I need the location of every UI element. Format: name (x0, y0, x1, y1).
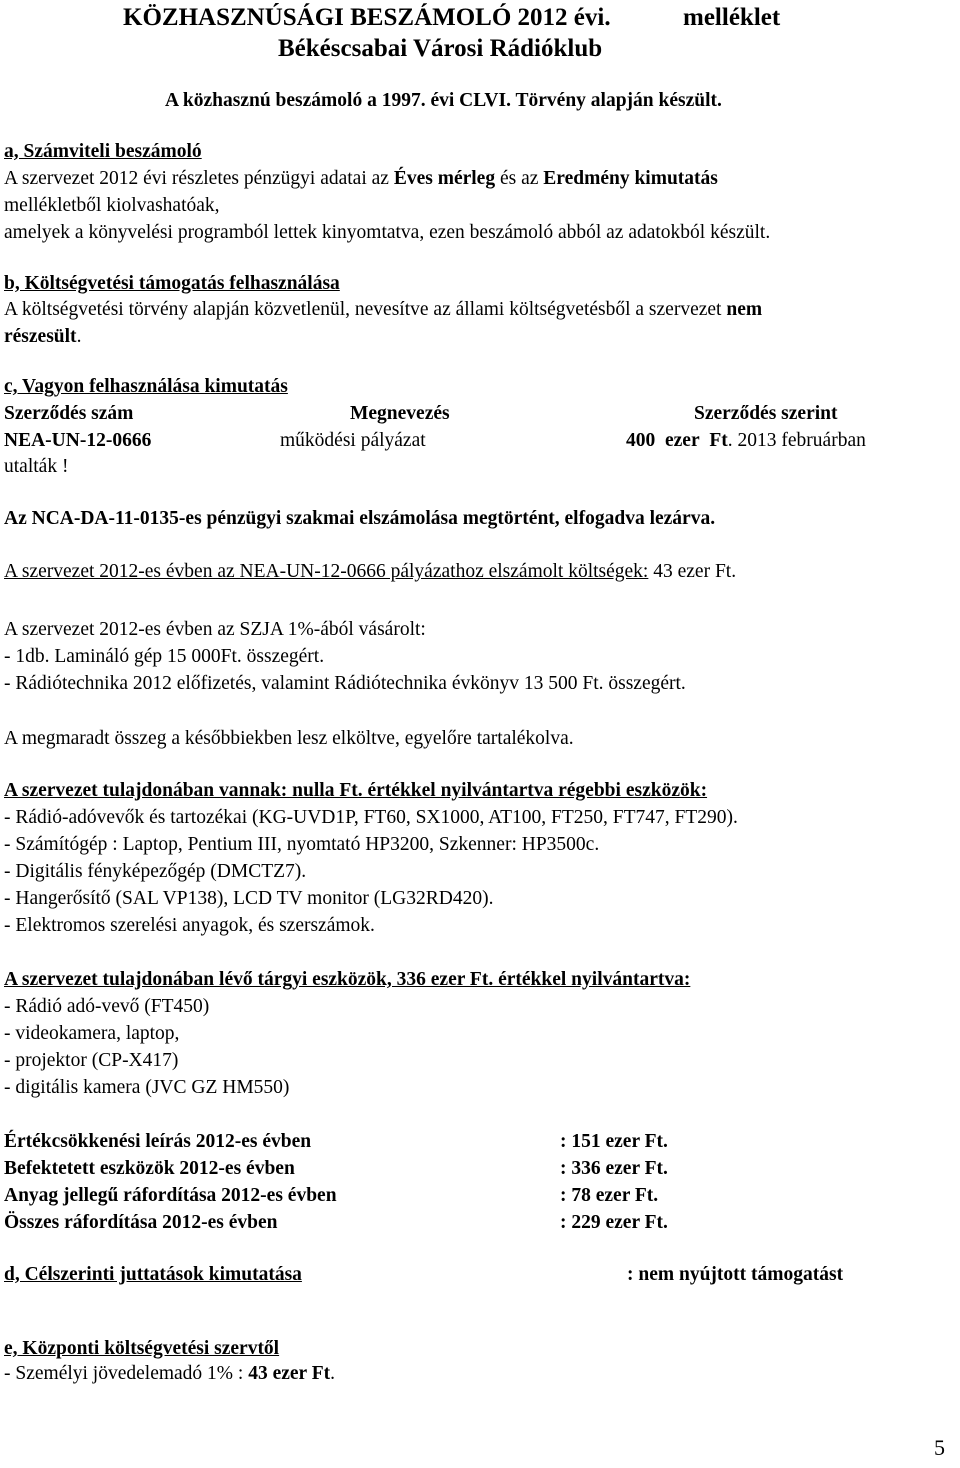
summary-label-fixed-assets: Befektetett eszközök 2012-es évben (4, 1158, 295, 1179)
list-item: - Számítógép : Laptop, Pentium III, nyomtató HP3200, Szkenner: HP3500c. (4, 834, 600, 855)
contract-amount (626, 429, 866, 453)
list-item: - videokamera, laptop, (4, 1023, 180, 1044)
section-b-nem: nem (726, 299, 763, 320)
contract-name: működési pályázat (280, 430, 426, 451)
section-a-line-3: amelyek a könyvelési programból lettek kinyomtatva, ezen beszámoló abból az adatokból készült. (4, 222, 771, 243)
contract-number: NEA-UN-12-0666 (4, 430, 152, 451)
organization-name: Békéscsabai Városi Rádióklub (278, 35, 603, 62)
list-item: - digitális kamera (JVC GZ HM550) (4, 1077, 290, 1098)
costs-line (4, 560, 736, 584)
list-item: - Rádió-adóvevők és tartozékai (KG-UVD1P, FT60, SX1000, AT100, FT250, FT747, FT290). (4, 807, 738, 828)
document-title: KÖZHASZNÚSÁGI BESZÁMOLÓ 2012 évi. (123, 4, 611, 31)
law-reference: A közhasznú beszámoló a 1997. évi CLVI. Törvény alapján készült. (165, 90, 722, 111)
section-a-line-2: mellékletből kiolvashatóak, (4, 195, 220, 216)
section-b-line-1 (4, 298, 762, 322)
annex-label: melléklet (683, 4, 781, 31)
list-item: - Hangerősítő (SAL VP138), LCD TV monitor (LG32RD420). (4, 888, 494, 909)
summary-label-material-costs: Anyag jellegű ráfordítása 2012-es évben (4, 1185, 337, 1206)
transferred-note: utalták ! (4, 456, 69, 477)
amount-transfer-date: . 2013 februárban (727, 430, 866, 451)
list-item: - Digitális fényképezőgép (DMCTZ7). (4, 861, 307, 882)
summary-value-total-costs: : 229 ezer Ft. (560, 1212, 668, 1233)
section-d-value: : nem nyújtott támogatást (627, 1264, 844, 1285)
null-assets-heading: A szervezet tulajdonában vannak: nulla Ft. értékkel nyilvántartva régebbi eszközök: (4, 780, 708, 801)
summary-value-depreciation: : 151 ezer Ft. (560, 1131, 668, 1152)
amount-number: 400 (626, 430, 656, 451)
remaining-amount-note: A megmaradt összeg a későbbiekben lesz elköltve, egyelőre tartalékolva. (4, 728, 574, 749)
amount-ft: Ft (709, 430, 728, 451)
section-a-heading: a, Számviteli beszámoló (4, 141, 202, 162)
nca-settlement-line: Az NCA-DA-11-0135-es pénzügyi szakmai elszámolása megtörtént, elfogadva lezárva. (4, 508, 716, 529)
summary-label-depreciation: Értékcsökkenési leírás 2012-es évben (4, 1131, 312, 1152)
section-e-item-label: - Személyi jövedelemadó 1% : (4, 1363, 249, 1384)
costs-value: 43 ezer Ft. (648, 561, 737, 582)
summary-label-total-costs: Összes ráfordítása 2012-es évben (4, 1212, 278, 1233)
szja-item-1: - 1db. Lamináló gép 15 000Ft. összegért. (4, 646, 325, 667)
section-b-period: . (76, 326, 82, 347)
page-number: 5 (934, 1435, 945, 1460)
section-b-heading: b, Költségvetési támogatás felhasználása (4, 273, 340, 294)
szja-heading: A szervezet 2012-es évben az SZJA 1%-ából vásárolt: (4, 619, 426, 640)
section-a-line-1 (4, 167, 718, 191)
section-e-item (4, 1362, 335, 1386)
summary-value-fixed-assets: : 336 ezer Ft. (560, 1158, 668, 1179)
section-c-heading: c, Vagyon felhasználása kimutatás (4, 376, 288, 397)
section-d-heading: d, Célszerinti juttatások kimutatása (4, 1264, 302, 1285)
column-per-contract: Szerződés szerint (694, 403, 838, 424)
section-e-item-amount: 43 ezer Ft (248, 1363, 331, 1384)
column-name: Megnevezés (350, 403, 450, 424)
section-b-text: A költségvetési törvény alapján közvetlenül, nevesítve az állami költségvetésből a szervezet (4, 299, 727, 320)
section-a-text-mid: és az (495, 168, 544, 189)
tangible-assets-heading: A szervezet tulajdonában lévő tárgyi eszközök, 336 ezer Ft. értékkel nyilvántartva: (4, 969, 691, 990)
section-b-line-2 (4, 325, 81, 349)
section-b-reszesult: részesült (4, 326, 77, 347)
summary-value-material-costs: : 78 ezer Ft. (560, 1185, 659, 1206)
list-item: - projektor (CP-X417) (4, 1050, 179, 1071)
section-e-heading: e, Központi költségvetési szervtől (4, 1338, 280, 1359)
section-a-text: A szervezet 2012 évi részletes pénzügyi adatai az (4, 168, 394, 189)
column-contract-number: Szerződés szám (4, 403, 134, 424)
section-e-item-period: . (330, 1363, 336, 1384)
list-item: - Rádió adó-vevő (FT450) (4, 996, 210, 1017)
annual-balance-label: Éves mérleg (393, 168, 496, 189)
szja-item-2: - Rádiótechnika 2012 előfizetés, valamint Rádiótechnika évkönyv 13 500 Ft. összegért. (4, 673, 686, 694)
income-statement-label: Eredmény kimutatás (543, 168, 718, 189)
costs-label: A szervezet 2012-es évben az NEA-UN-12-0666 pályázathoz elszámolt költségek: (4, 561, 649, 582)
amount-ezer: ezer (665, 430, 700, 451)
list-item: - Elektromos szerelési anyagok, és szerszámok. (4, 915, 375, 936)
